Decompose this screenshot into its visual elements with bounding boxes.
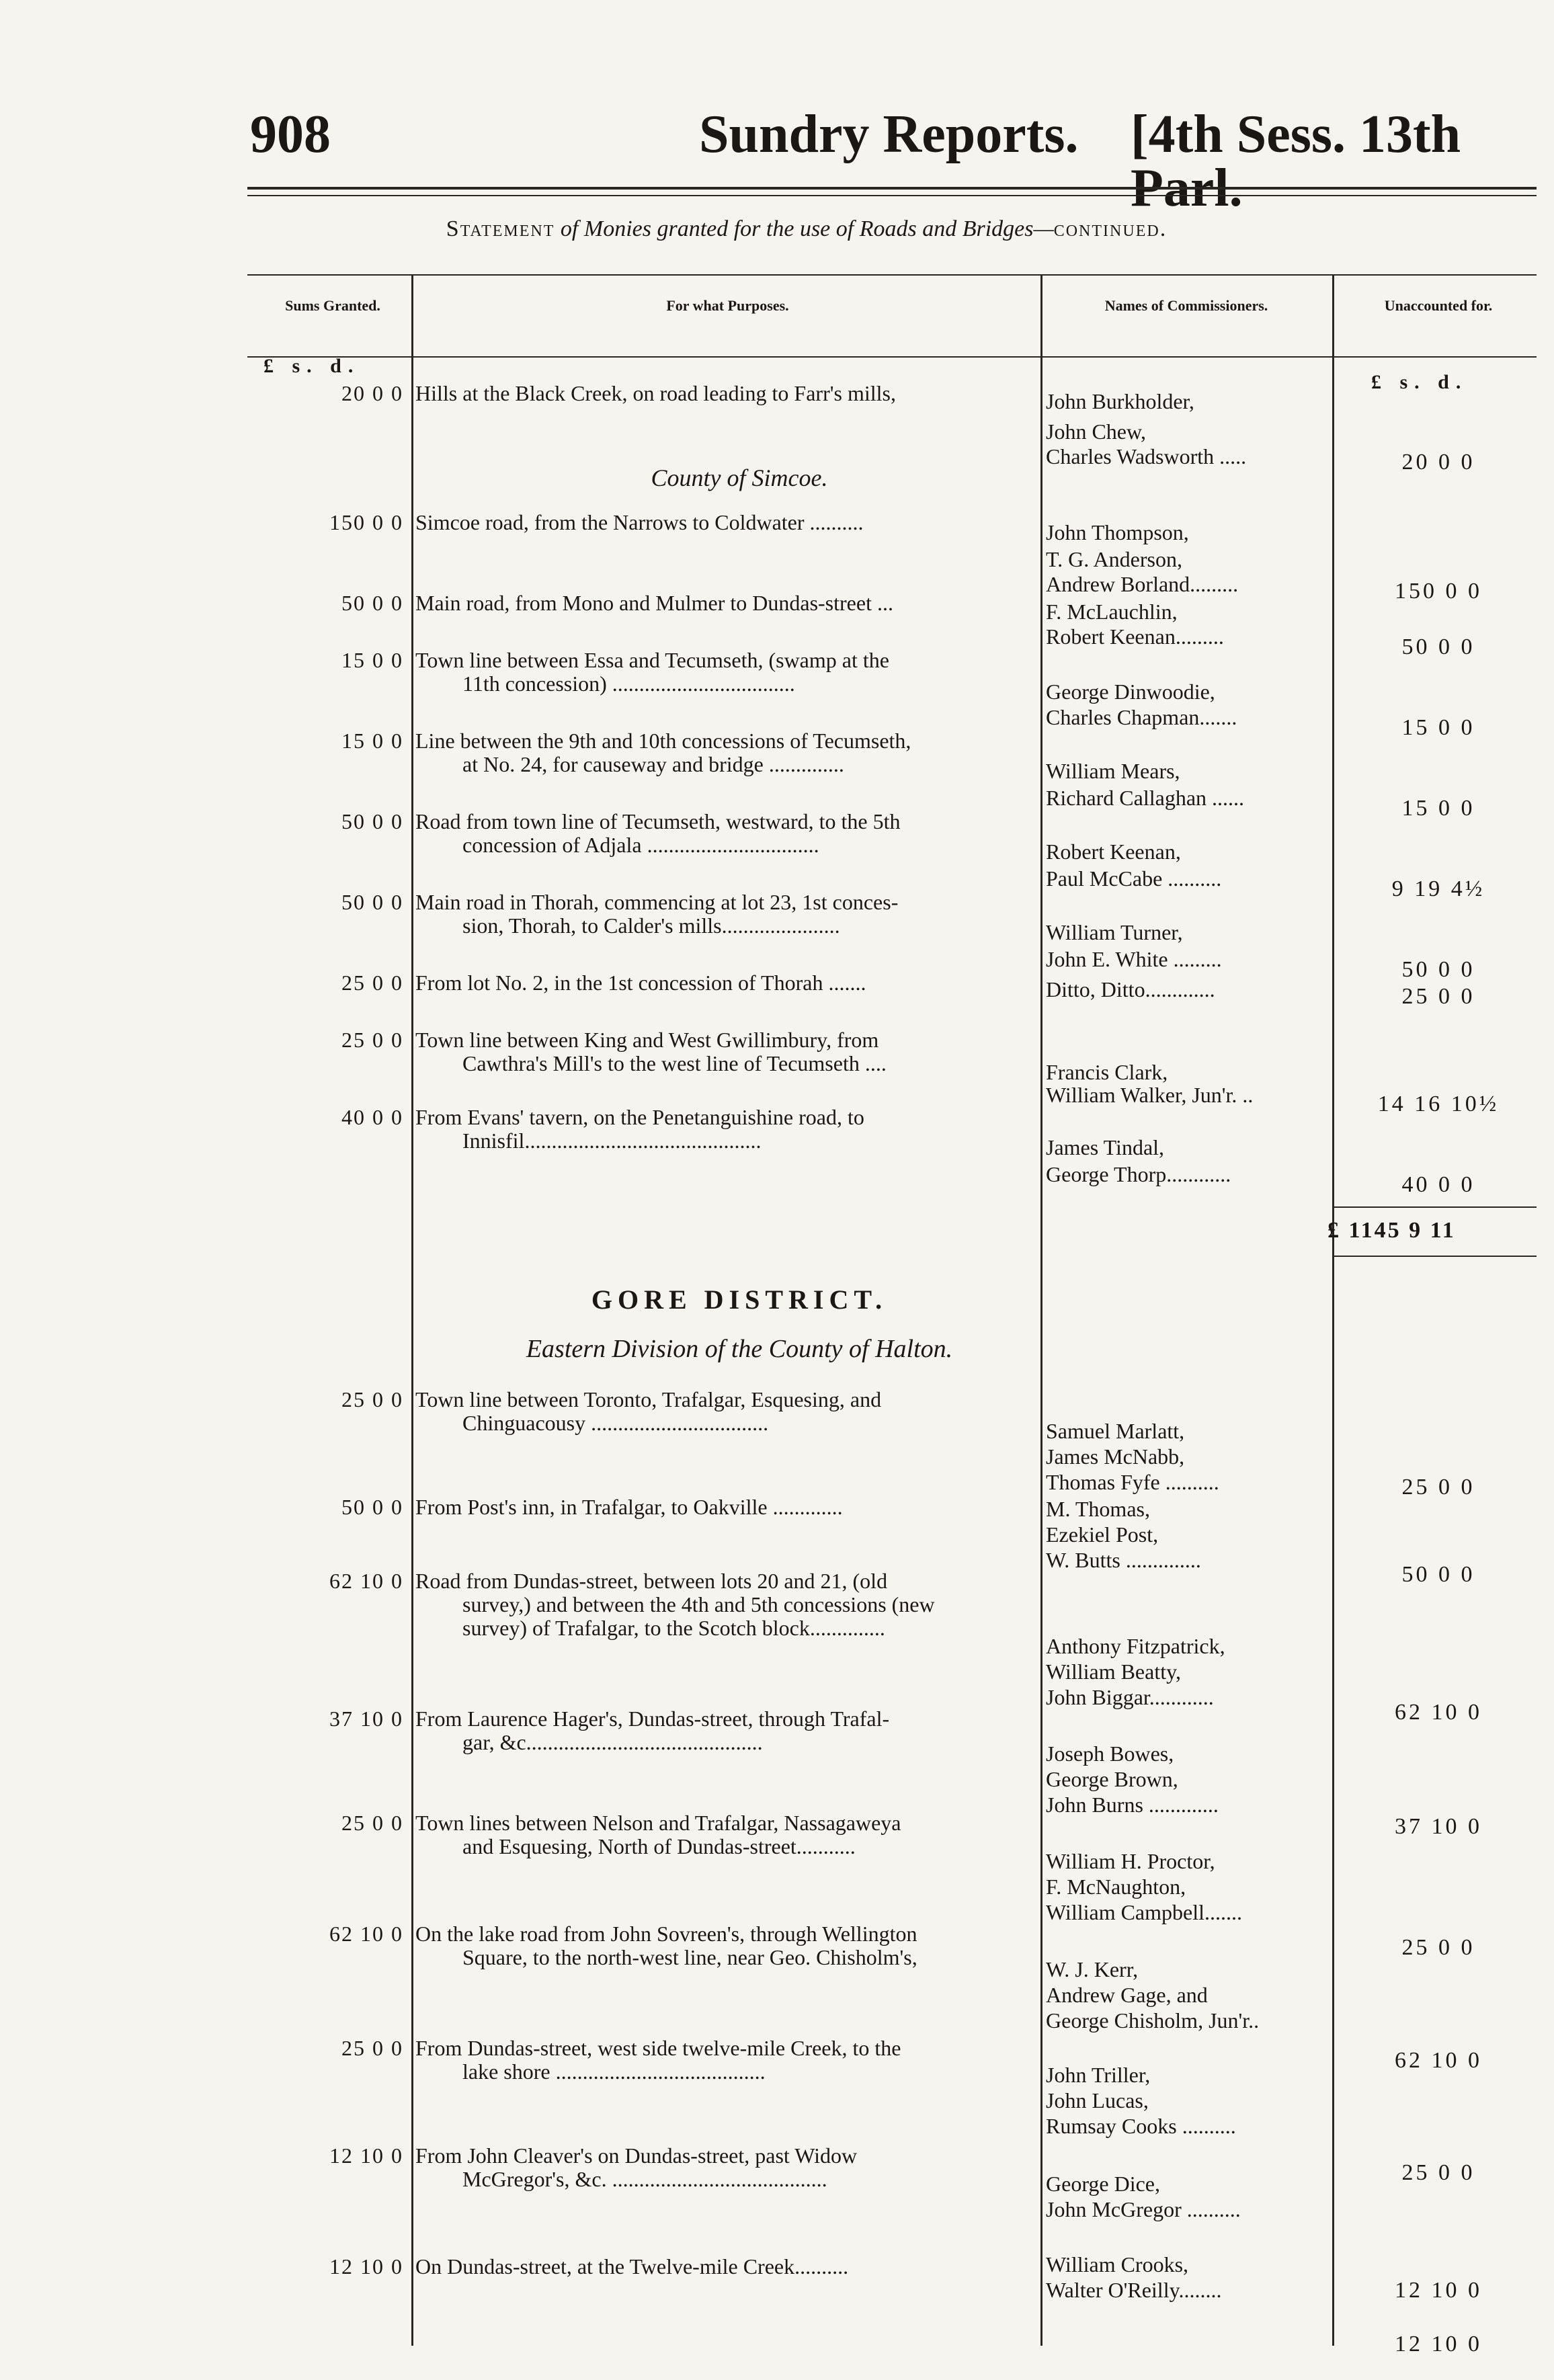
commissioner-name: William Beatty,	[1046, 1659, 1182, 1684]
unaccounted-amount: 25 0 0	[1401, 1935, 1475, 1960]
sum-granted: 25 0 0	[341, 1028, 403, 1052]
commissioner-name: William Walker, Jun'r. ..	[1046, 1083, 1254, 1107]
unaccounted-amount: 150 0 0	[1395, 579, 1482, 604]
purpose-line: Line between the 9th and 10th concessions of Tecumseth,	[415, 729, 911, 753]
purpose-line: On the lake road from John Sovreen's, through Wellington	[415, 1922, 917, 1946]
purpose-line-continued: McGregor's, &c. ........................................	[462, 2167, 827, 2191]
commissioner-name: Andrew Borland.........	[1046, 572, 1239, 596]
purpose-line: Hills at the Black Creek, on road leading to Farr's mills,	[415, 381, 896, 405]
purpose-text	[415, 2144, 1034, 2191]
sum-granted: 62 10 0	[329, 1922, 403, 1946]
purpose-line: From lot No. 2, in the 1st concession of Thorah .......	[415, 971, 866, 995]
sum-granted: 20 0 0	[341, 381, 403, 405]
purpose-line-continued: lake shore .......................................	[462, 2059, 766, 2084]
commissioner-name: T. G. Anderson,	[1046, 547, 1182, 571]
unaccounted-amount: 25 0 0	[1401, 2160, 1475, 2185]
total-rule-bottom	[1332, 1256, 1537, 1257]
commissioner-name: William Crooks,	[1046, 2252, 1189, 2276]
purpose-text	[415, 511, 1034, 534]
total-unaccounted: £ 1145 9 11	[1327, 1218, 1456, 1243]
purpose-text	[415, 1106, 1034, 1153]
commissioner-name: Andrew Gage, and	[1046, 1983, 1208, 2007]
purpose-line: Road from Dundas-street, between lots 20 and 21, (old	[415, 1569, 888, 1593]
commissioner-name: James Tindal,	[1046, 1135, 1165, 1159]
commissioner-name: Anthony Fitzpatrick,	[1046, 1634, 1225, 1658]
commissioner-name: William Mears,	[1046, 759, 1180, 783]
purpose-line: From Post's inn, in Trafalgar, to Oakville .............	[415, 1495, 843, 1519]
purpose-text	[415, 1028, 1034, 1075]
commissioner-name: John Biggar............	[1046, 1685, 1214, 1709]
purpose-text	[415, 729, 1034, 776]
sum-granted: 50 0 0	[341, 809, 403, 833]
commissioner-name: John Triller,	[1046, 2063, 1151, 2087]
commissioner-name: Walter O'Reilly........	[1046, 2278, 1222, 2302]
commissioner-name: Samuel Marlatt,	[1046, 1419, 1185, 1443]
purpose-line-continued: concession of Adjala ................................	[462, 833, 819, 857]
unaccounted-amount: 12 10 0	[1395, 2332, 1482, 2356]
commissioner-name: John Burkholder,	[1046, 389, 1194, 413]
purpose-text	[415, 1569, 1034, 1640]
purpose-text	[415, 810, 1034, 857]
commissioner-name: Charles Wadsworth .....	[1046, 444, 1247, 468]
purpose-text	[415, 1388, 1034, 1435]
commissioner-name: Ezekiel Post,	[1046, 1522, 1159, 1547]
commissioner-name: Ditto, Ditto.............	[1046, 977, 1215, 1001]
purpose-line-continued: gar, &c............................................	[462, 1730, 763, 1754]
purpose-line: From John Cleaver's on Dundas-street, past Widow	[415, 2143, 858, 2168]
unaccounted-amount: 25 0 0	[1401, 1475, 1475, 1500]
commissioner-name: John Thompson,	[1046, 520, 1189, 544]
sum-granted: 25 0 0	[341, 1387, 403, 1411]
purpose-text	[415, 649, 1034, 696]
purpose-line: Simcoe road, from the Narrows to Coldwater ..........	[415, 510, 864, 534]
total-rule-top	[1332, 1206, 1537, 1208]
purpose-line: Main road, from Mono and Mulmer to Dundas-street ...	[415, 591, 893, 615]
purpose-line: From Evans' tavern, on the Penetanguishine road, to	[415, 1105, 864, 1129]
commissioner-name: W. Butts ..............	[1046, 1548, 1201, 1572]
purpose-line: Town line between Toronto, Trafalgar, Esquesing, and	[415, 1387, 882, 1411]
purpose-line-continued: Chinguacousy .................................	[462, 1411, 769, 1435]
purpose-line-continued: survey) of Trafalgar, to the Scotch block..............	[462, 1616, 885, 1640]
caption-text: of Monies granted for the use of Roads and Bridges—	[560, 216, 1054, 241]
table-caption	[202, 216, 1412, 242]
currency-header-left: £ s. d.	[263, 355, 360, 377]
unaccounted-amount: 15 0 0	[1401, 715, 1475, 740]
sum-granted: 50 0 0	[341, 1495, 403, 1519]
commissioner-name: Francis Clark,	[1046, 1060, 1168, 1084]
purpose-text	[415, 1707, 1034, 1754]
commissioner-name: Charles Chapman.......	[1046, 705, 1237, 729]
column-header-commissioners: Names of Commissioners.	[1104, 297, 1268, 314]
commissioner-name: James McNabb,	[1046, 1444, 1185, 1469]
purpose-line: Town lines between Nelson and Trafalgar, Nassagaweya	[415, 1811, 901, 1835]
sum-granted: 25 0 0	[341, 2036, 403, 2060]
unaccounted-amount: 14 16 10½	[1377, 1092, 1500, 1116]
sum-granted: 25 0 0	[341, 971, 403, 995]
commissioner-name: Paul McCabe ..........	[1046, 866, 1222, 891]
commissioner-name: W. J. Kerr,	[1046, 1957, 1139, 1981]
sum-granted: 50 0 0	[341, 890, 403, 914]
purpose-text	[415, 1811, 1034, 1858]
unaccounted-amount: 62 10 0	[1395, 1700, 1482, 1725]
district-heading: GORE DISTRICT.	[591, 1284, 888, 1315]
sum-granted: 40 0 0	[341, 1105, 403, 1129]
commissioner-name: John Chew,	[1046, 419, 1147, 444]
unaccounted-amount: 40 0 0	[1401, 1172, 1475, 1197]
caption-lead: Statement	[446, 216, 555, 241]
unaccounted-amount: 37 10 0	[1395, 1814, 1482, 1839]
currency-header-right: £ s. d.	[1371, 371, 1468, 393]
unaccounted-amount: 15 0 0	[1401, 796, 1475, 821]
caption-suffix: continued.	[1053, 216, 1168, 241]
purpose-line: Town line between Essa and Tecumseth, (swamp at the	[415, 648, 889, 672]
commissioner-name: George Dice,	[1046, 2172, 1160, 2196]
purpose-text	[415, 382, 1034, 405]
page-number: 908	[250, 105, 331, 164]
commissioner-name: M. Thomas,	[1046, 1497, 1150, 1521]
header-rule-top	[247, 187, 1537, 190]
commissioner-name: Joseph Bowes,	[1046, 1741, 1174, 1766]
sum-granted: 15 0 0	[341, 729, 403, 753]
unaccounted-amount: 12 10 0	[1395, 2278, 1482, 2303]
purpose-text	[415, 2255, 1034, 2279]
commissioner-name: John Burns .............	[1046, 1793, 1219, 1817]
unaccounted-amount: 50 0 0	[1401, 1562, 1475, 1587]
commissioner-name: Robert Keenan.........	[1046, 624, 1224, 649]
unaccounted-amount: 9 19 4½	[1391, 876, 1485, 901]
unaccounted-amount: 50 0 0	[1401, 957, 1475, 982]
commissioner-name: John E. White .........	[1046, 947, 1222, 971]
unaccounted-amount: 62 10 0	[1395, 2048, 1482, 2073]
commissioner-name: Thomas Fyfe ..........	[1046, 1470, 1219, 1494]
purpose-line: From Dundas-street, west side twelve-mile Creek, to the	[415, 2036, 901, 2060]
purpose-line-continued: Innisfil............................................	[462, 1129, 762, 1153]
purpose-text	[415, 591, 1034, 615]
unaccounted-amount: 25 0 0	[1401, 984, 1475, 1009]
column-header-sums: Sums Granted.	[285, 297, 380, 314]
commissioner-name: John McGregor ..........	[1046, 2197, 1241, 2221]
commissioner-name: George Dinwoodie,	[1046, 680, 1215, 704]
sum-granted: 15 0 0	[341, 648, 403, 672]
session-label: [4th Sess. 13th	[1131, 105, 1461, 164]
sum-granted: 37 10 0	[329, 1707, 403, 1731]
purpose-text	[415, 891, 1034, 938]
commissioner-name: F. McNaughton,	[1046, 1875, 1186, 1899]
sum-granted: 150 0 0	[329, 510, 403, 534]
page-title: Sundry Reports.	[699, 105, 1079, 164]
commissioner-name: Rumsay Cooks ..........	[1046, 2114, 1236, 2138]
purpose-line-continued: and Esquesing, North of Dundas-street...........	[462, 1834, 856, 1858]
purpose-line: On Dundas-street, at the Twelve-mile Creek..........	[415, 2254, 849, 2279]
purpose-line-continued: Square, to the north-west line, near Geo. Chisholm's,	[462, 1945, 917, 1969]
purpose-line-continued: at No. 24, for causeway and bridge ..............	[462, 752, 844, 776]
purpose-line-continued: Cawthra's Mill's to the west line of Tecumseth ....	[462, 1051, 887, 1075]
purpose-text	[415, 971, 1034, 995]
commissioner-name: George Chisholm, Jun'r..	[1046, 2008, 1260, 2033]
purpose-line-continued: sion, Thorah, to Calder's mills......................	[462, 913, 840, 938]
purpose-text	[415, 2037, 1034, 2084]
commissioner-name: William H. Proctor,	[1046, 1849, 1215, 1873]
column-header-unaccounted: Unaccounted for.	[1384, 297, 1493, 314]
purpose-text	[415, 1495, 1034, 1519]
commissioner-name: George Brown,	[1046, 1767, 1178, 1791]
commissioner-name: Robert Keenan,	[1046, 839, 1181, 864]
section-halton: Eastern Division of the County of Halton.	[526, 1335, 953, 1363]
table-top-rule	[247, 274, 1537, 276]
sum-granted: 25 0 0	[341, 1811, 403, 1835]
commissioner-name: George Thorp............	[1046, 1162, 1231, 1186]
purpose-line: From Laurence Hager's, Dundas-street, through Trafal-	[415, 1707, 890, 1731]
purpose-line: Road from town line of Tecumseth, westward, to the 5th	[415, 809, 901, 833]
purpose-line-continued: 11th concession) ..................................	[462, 671, 795, 696]
unaccounted-amount: 50 0 0	[1401, 634, 1475, 659]
header-rule-bottom	[247, 195, 1537, 196]
sum-granted: 12 10 0	[329, 2143, 403, 2168]
purpose-line: Town line between King and West Gwillimbury, from	[415, 1028, 879, 1052]
sum-granted: 12 10 0	[329, 2254, 403, 2279]
commissioner-name: Richard Callaghan ......	[1046, 786, 1245, 810]
sum-granted: 50 0 0	[341, 591, 403, 615]
commissioner-name: William Campbell.......	[1046, 1900, 1242, 1924]
purpose-line: Main road in Thorah, commencing at lot 23, 1st conces-	[415, 890, 899, 914]
column-header-purposes: For what Purposes.	[666, 297, 789, 314]
purpose-text	[415, 1922, 1034, 1969]
commissioner-name: William Turner,	[1046, 920, 1183, 944]
sum-granted: 62 10 0	[329, 1569, 403, 1593]
commissioner-name: John Lucas,	[1046, 2088, 1149, 2112]
unaccounted-amount: 20 0 0	[1401, 450, 1475, 475]
section-county-simcoe: County of Simcoe.	[651, 464, 828, 491]
commissioner-name: F. McLauchlin,	[1046, 600, 1178, 624]
header-bottom-rule	[247, 356, 1537, 358]
purpose-line-continued: survey,) and between the 4th and 5th concessions (new	[462, 1592, 935, 1616]
